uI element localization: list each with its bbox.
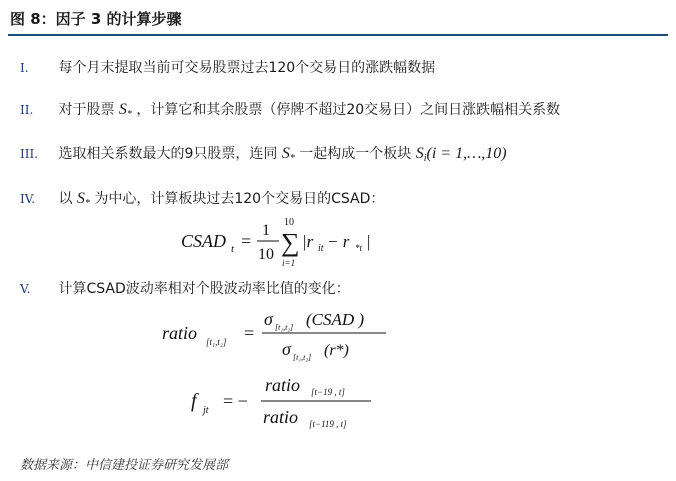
data-source: 数据来源：中信建投证券研究发展部 <box>20 458 229 473</box>
equals-minus: = − <box>223 391 248 411</box>
stock-symbol: $S_*$ <box>281 145 295 164</box>
figure-title: 图 8：因子 3 的计算步骤 <box>10 10 182 28</box>
ratio-lhs: ratio <box>162 323 198 343</box>
equals-sign: = <box>241 231 252 251</box>
csad-lhs-sub: t <box>231 243 235 255</box>
step-text-a: 以 <box>58 191 77 207</box>
sum-lower: i=1 <box>282 258 296 268</box>
step-numeral: III. <box>20 147 39 161</box>
ratio-denominator: ratio <box>263 407 299 427</box>
ratio-num-sub: [t−19 , t] <box>311 387 345 397</box>
csad-formula <box>175 213 375 269</box>
step-1 <box>20 57 666 77</box>
step-text: 计算CSAD波动率相对个股波动率比值的变化： <box>58 281 350 297</box>
sigma-den-sub: [t₁,t₂] <box>293 353 312 362</box>
sigma-num-sub: [t₁,t₂] <box>275 323 294 332</box>
denominator-arg: (r*) <box>324 342 349 359</box>
step-5 <box>20 278 666 298</box>
ratio-formula <box>160 303 400 365</box>
abs-open: |r <box>302 232 314 251</box>
csad-lhs: CSAD <box>181 231 226 251</box>
factor-formula <box>185 373 385 433</box>
figure-header <box>0 0 676 38</box>
fraction-numerator: 1 <box>262 222 270 239</box>
step-text-a: 对于股票 <box>58 102 119 118</box>
sigma-numerator: σ <box>264 309 273 329</box>
step-text: 每个月末提取当前可交易股票过去120个交易日的涨跌幅数据 <box>58 60 436 76</box>
step-numeral: II. <box>20 103 34 117</box>
step-text-b: ，计算它和其余股票（停牌不超过20交易日）之间日涨跌幅相关系数 <box>136 102 561 118</box>
stock-symbol: $S_*$ <box>118 101 132 120</box>
stock-symbol: $S_*$ <box>76 190 90 209</box>
sigma-denominator: σ <box>282 339 291 359</box>
sector-expression: $S_i(i$ = 1,…,10) <box>415 145 507 164</box>
numerator-arg: (CSAD ) <box>306 310 365 329</box>
minus-term: − r <box>327 232 350 251</box>
step-numeral: V. <box>20 282 31 296</box>
step-4 <box>20 188 666 209</box>
ratio-numerator: ratio <box>265 375 301 395</box>
ratio-den-sub: [t−119 , t] <box>309 419 347 429</box>
step-text-b: 一起构成一个板块 <box>299 146 416 162</box>
header-rule <box>8 34 668 36</box>
fraction-denominator: 10 <box>258 246 274 263</box>
step-2 <box>20 99 666 120</box>
step-numeral: I. <box>20 61 29 75</box>
abs-close: | <box>366 232 371 251</box>
ratio-lhs-sub: [t₁,t₂] <box>206 337 227 347</box>
sum-sign: ∑ <box>281 228 300 257</box>
f-lhs: f <box>191 390 197 412</box>
step-text-b: 为中心，计算板块过去120个交易日的CSAD： <box>94 191 385 207</box>
step-3 <box>20 143 666 164</box>
equals-sign: = <box>244 323 255 343</box>
f-lhs-sub: jt <box>203 405 209 416</box>
sum-upper: 10 <box>284 217 294 228</box>
step-numeral: IV. <box>20 192 36 206</box>
r-sub: it <box>318 243 324 254</box>
r-star-sub: *t <box>355 243 363 253</box>
step-text-a: 选取相关系数最大的9只股票，连同 <box>58 146 282 162</box>
